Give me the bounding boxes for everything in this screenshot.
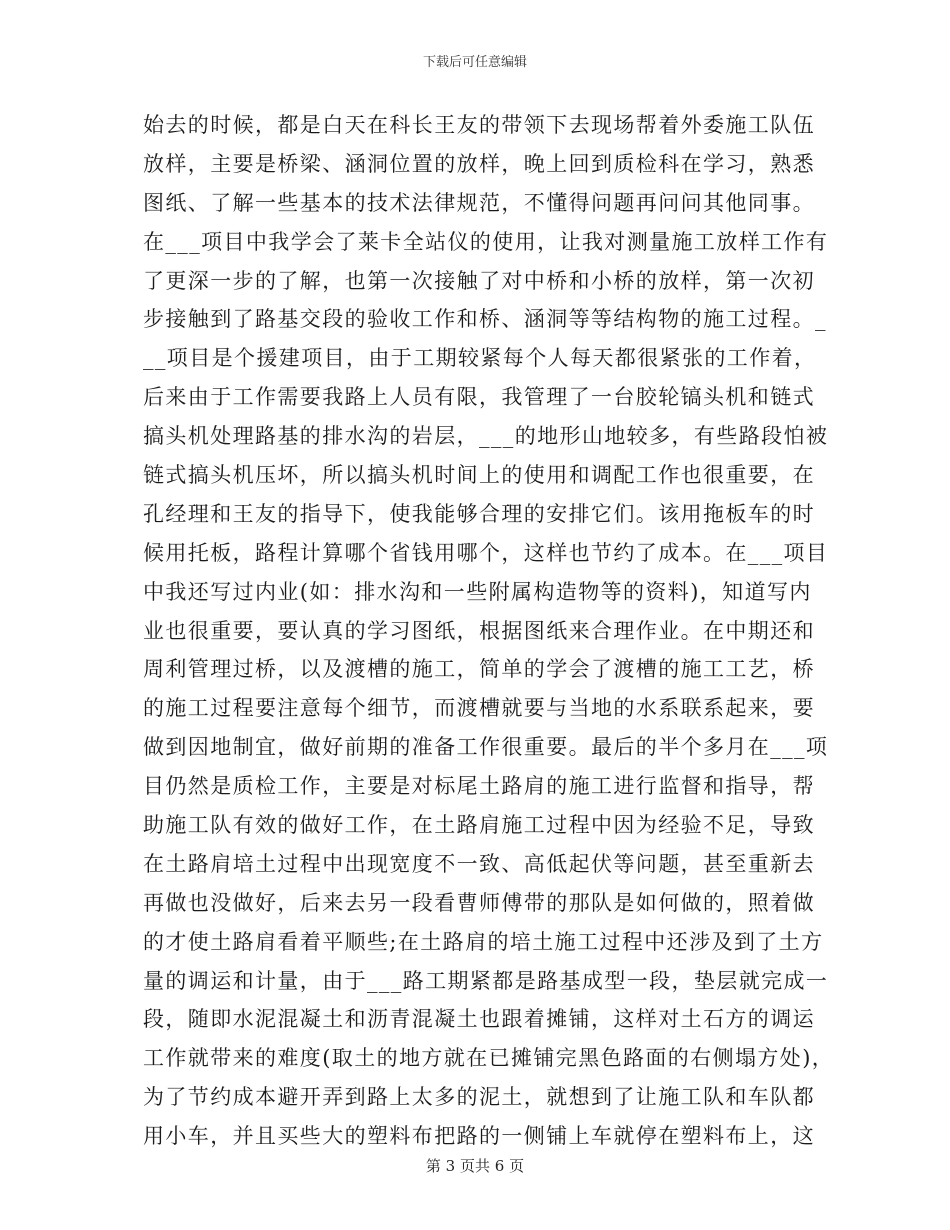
text-line: 放样，主要是桥梁、涵洞位置的放样，晚上回到质检科在学习，熟悉 (143, 151, 815, 176)
text-line: 步接触到了路基交段的验收工作和桥、涵洞等等结构物的施工过程。_ (143, 307, 827, 332)
text-line: 助施工队有效的做好工作，在土路肩施工过程中因为经验不足，导致 (143, 813, 815, 838)
text-line: 始去的时候，都是白天在科长王友的带领下去现场帮着外委施工队伍 (143, 113, 815, 137)
text-line: 中我还写过内业(如：排水沟和一些附属构造物等的资料)，知道写内 (143, 579, 812, 604)
text-line: 孔经理和王友的指导下，使我能够合理的安排它们。该用拖板车的时 (143, 501, 815, 526)
text-line: 搞头机处理路基的排水沟的岩层，___的地形山地较多，有些路段怕被 (143, 424, 829, 449)
text-line: 再做也没做好，后来去另一段看曹师傅带的那队是如何做的，照着做 (143, 890, 815, 915)
text-line: 做到因地制宜，做好前期的准备工作很重要。最后的半个多月在___项 (143, 735, 829, 760)
text-line: 图纸、了解一些基本的技术法律规范，不懂得问题再问问其他同事。 (143, 190, 815, 215)
text-line: __项目是个援建项目，由于工期较紧每个人每天都很紧张的工作着， (143, 346, 817, 371)
page-header: 下载后可任意编辑 (422, 55, 527, 70)
text-line: 为了节约成本避开弄到路上太多的泥土，就想到了让施工队和车队都 (143, 1085, 815, 1110)
text-line: 候用托板，路程计算哪个省钱用哪个，这样也节约了成本。在___项目 (143, 540, 829, 565)
text-line: 在土路肩培土过程中出现宽度不一致、高低起伏等问题，甚至重新去 (143, 851, 815, 876)
text-line: 工作就带来的难度(取土的地方就在已摊铺完黑色路面的右侧塌方处)， (143, 1046, 835, 1071)
text-line: 目仍然是质检工作，主要是对标尾土路肩的施工进行监督和指导，帮 (143, 774, 815, 799)
text-line: 后来由于工作需要我路上人员有限，我管理了一台胶轮镐头机和链式 (143, 385, 815, 410)
text-line: 用小车，并且买些大的塑料布把路的一侧铺上车就停在塑料布上，这 (143, 1124, 815, 1149)
text-line: 业也很重要，要认真的学习图纸，根据图纸来合理作业。在中期还和 (143, 618, 815, 643)
text-line: 了更深一步的了解，也第一次接触了对中桥和小桥的放样，第一次初 (143, 268, 815, 293)
body-text (143, 106, 835, 1156)
text-line: 的才使土路肩看着平顺些;在土路肩的培土施工过程中还涉及到了土方 (143, 929, 824, 954)
text-line: 周利管理过桥，以及渡槽的施工，简单的学会了渡槽的施工工艺，桥 (143, 657, 815, 682)
page-footer: 第 3 页共 6 页 (425, 1157, 525, 1175)
text-line: 的施工过程要注意每个细节，而渡槽就要与当地的水系联系起来，要 (143, 696, 815, 721)
text-line: 在___项目中我学会了莱卡全站仪的使用，让我对测量施工放样工作有 (143, 229, 829, 254)
text-line: 量的调运和计量，由于___路工期紧都是路基成型一段，垫层就完成一 (143, 968, 829, 993)
text-line: 段，随即水泥混凝土和沥青混凝土也跟着摊铺，这样对土石方的调运 (143, 1007, 815, 1032)
text-line: 链式搞头机压坏，所以搞头机时间上的使用和调配工作也很重要，在 (143, 463, 815, 488)
